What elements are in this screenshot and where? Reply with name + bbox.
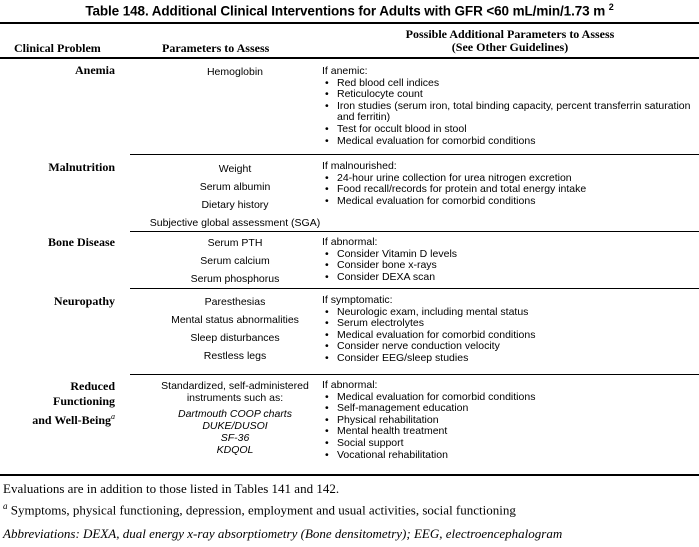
list-item: • Mental health treatment xyxy=(322,426,692,438)
param-item: Serum albumin xyxy=(199,181,271,193)
params-anemia xyxy=(130,65,340,83)
list-item: • Self-management education xyxy=(322,403,692,415)
param-instrument: KDQOL xyxy=(216,444,254,456)
condition-label: If abnormal: xyxy=(322,379,378,391)
list-item: • Iron studies (serum iron, total binding capacity, percent transferrin saturation and ferritin) xyxy=(322,101,692,124)
top-rule xyxy=(0,22,699,24)
param-item: Paresthesias xyxy=(204,296,266,308)
param-item: Subjective global assessment (SGA) xyxy=(149,217,321,229)
param-item: Mental status abnormalities xyxy=(171,314,299,326)
list-item: • Food recall/records for protein and total energy intake xyxy=(322,184,692,196)
list-item: • Serum electrolytes xyxy=(322,318,692,330)
params-reduced-functioning xyxy=(130,380,340,456)
params-neuropathy xyxy=(130,295,340,367)
param-intro: Standardized, self-administered xyxy=(161,380,309,392)
assess-neuropathy xyxy=(322,295,692,365)
footnote: $^a$ Symptoms, physical functioning, depression, employment and usual activities, social functioning xyxy=(3,501,516,518)
params-bone-disease xyxy=(130,236,340,290)
list-item: • Medical evaluation for comorbid conditions xyxy=(322,136,692,148)
list-item: • Consider Vitamin D levels xyxy=(322,249,692,261)
list-item: • Red blood cell indices xyxy=(322,78,692,90)
header-rule xyxy=(0,57,699,59)
list-item: • Medical evaluation for comorbid conditions xyxy=(322,392,692,404)
condition-label: If abnormal: xyxy=(322,236,378,248)
problem-bone-disease: Bone Disease xyxy=(48,235,115,249)
assess-reduced-functioning xyxy=(322,380,692,461)
header-clinical-problem: Clinical Problem xyxy=(14,41,101,55)
condition-label: If symptomatic: xyxy=(322,294,393,306)
param-instrument: DUKE/DUSOI xyxy=(202,420,268,432)
row-divider xyxy=(130,374,699,375)
param-intro: instruments such as: xyxy=(186,392,284,404)
list-item: • Neurologic exam, including mental status xyxy=(322,307,692,319)
list-item: • Physical rehabilitation xyxy=(322,415,692,427)
list-item: • Social support xyxy=(322,438,692,450)
assess-anemia xyxy=(322,66,692,147)
list-item: • Test for occult blood in stool xyxy=(322,124,692,136)
row-divider xyxy=(130,288,699,289)
list-item: • Consider bone x-rays xyxy=(322,260,692,272)
list-item: • Medical evaluation for comorbid conditions xyxy=(322,330,692,342)
list-item: • Consider nerve conduction velocity xyxy=(322,341,692,353)
assess-bone-disease xyxy=(322,237,692,283)
problem-reduced-functioning: Reduced Functioning and Well-Being$^a$ xyxy=(32,379,115,427)
problem-anemia: Anemia xyxy=(75,63,115,77)
params-malnutrition xyxy=(130,162,340,234)
param-item: Hemoglobin xyxy=(206,66,264,78)
param-item: Serum calcium xyxy=(200,255,270,267)
problem-malnutrition: Malnutrition xyxy=(48,160,115,174)
condition-label: If malnourished: xyxy=(322,160,397,172)
condition-label: If anemic: xyxy=(322,65,368,77)
param-item: Dietary history xyxy=(201,199,269,211)
bottom-rule xyxy=(0,474,699,476)
footnote-marker: a xyxy=(111,412,115,421)
list-item: • Medical evaluation for comorbid conditions xyxy=(322,196,692,208)
param-item: Restless legs xyxy=(203,350,267,362)
assess-malnutrition xyxy=(322,161,692,207)
problem-neuropathy: Neuropathy xyxy=(53,294,115,308)
param-item: Serum phosphorus xyxy=(190,273,280,285)
header-additional-parameters: Possible Additional Parameters to Assess (See Other Guidelines) xyxy=(405,27,615,54)
list-item: • Consider EEG/sleep studies xyxy=(322,353,692,365)
table-title: Table 148. Additional Clinical Interventions for Adults with GFR <60 mL/min/1.73 m $^2$ xyxy=(85,2,614,19)
list-item: • Consider DEXA scan xyxy=(322,272,692,284)
param-instrument: SF-36 xyxy=(220,432,250,444)
list-item: • 24-hour urine collection for urea nitrogen excretion xyxy=(322,173,692,185)
title-superscript: 2 xyxy=(608,2,614,12)
param-item: Serum PTH xyxy=(207,237,263,249)
param-item: Weight xyxy=(218,163,252,175)
row-divider xyxy=(130,154,699,155)
evaluations-note: Evaluations are in addition to those listed in Tables 141 and 142. xyxy=(3,481,340,496)
footnote-marker: a xyxy=(3,501,8,511)
abbreviations-note: Abbreviations: DEXA, dual energy x-ray absorptiometry (Bone densitometry); EEG, electroencephalogram xyxy=(3,526,563,541)
list-item: • Reticulocyte count xyxy=(322,89,692,101)
param-item: Sleep disturbances xyxy=(190,332,280,344)
header-parameters: Parameters to Assess xyxy=(162,41,270,55)
param-instrument: Dartmouth COOP charts xyxy=(178,408,292,420)
row-divider xyxy=(130,231,699,232)
list-item: • Vocational rehabilitation xyxy=(322,450,692,462)
